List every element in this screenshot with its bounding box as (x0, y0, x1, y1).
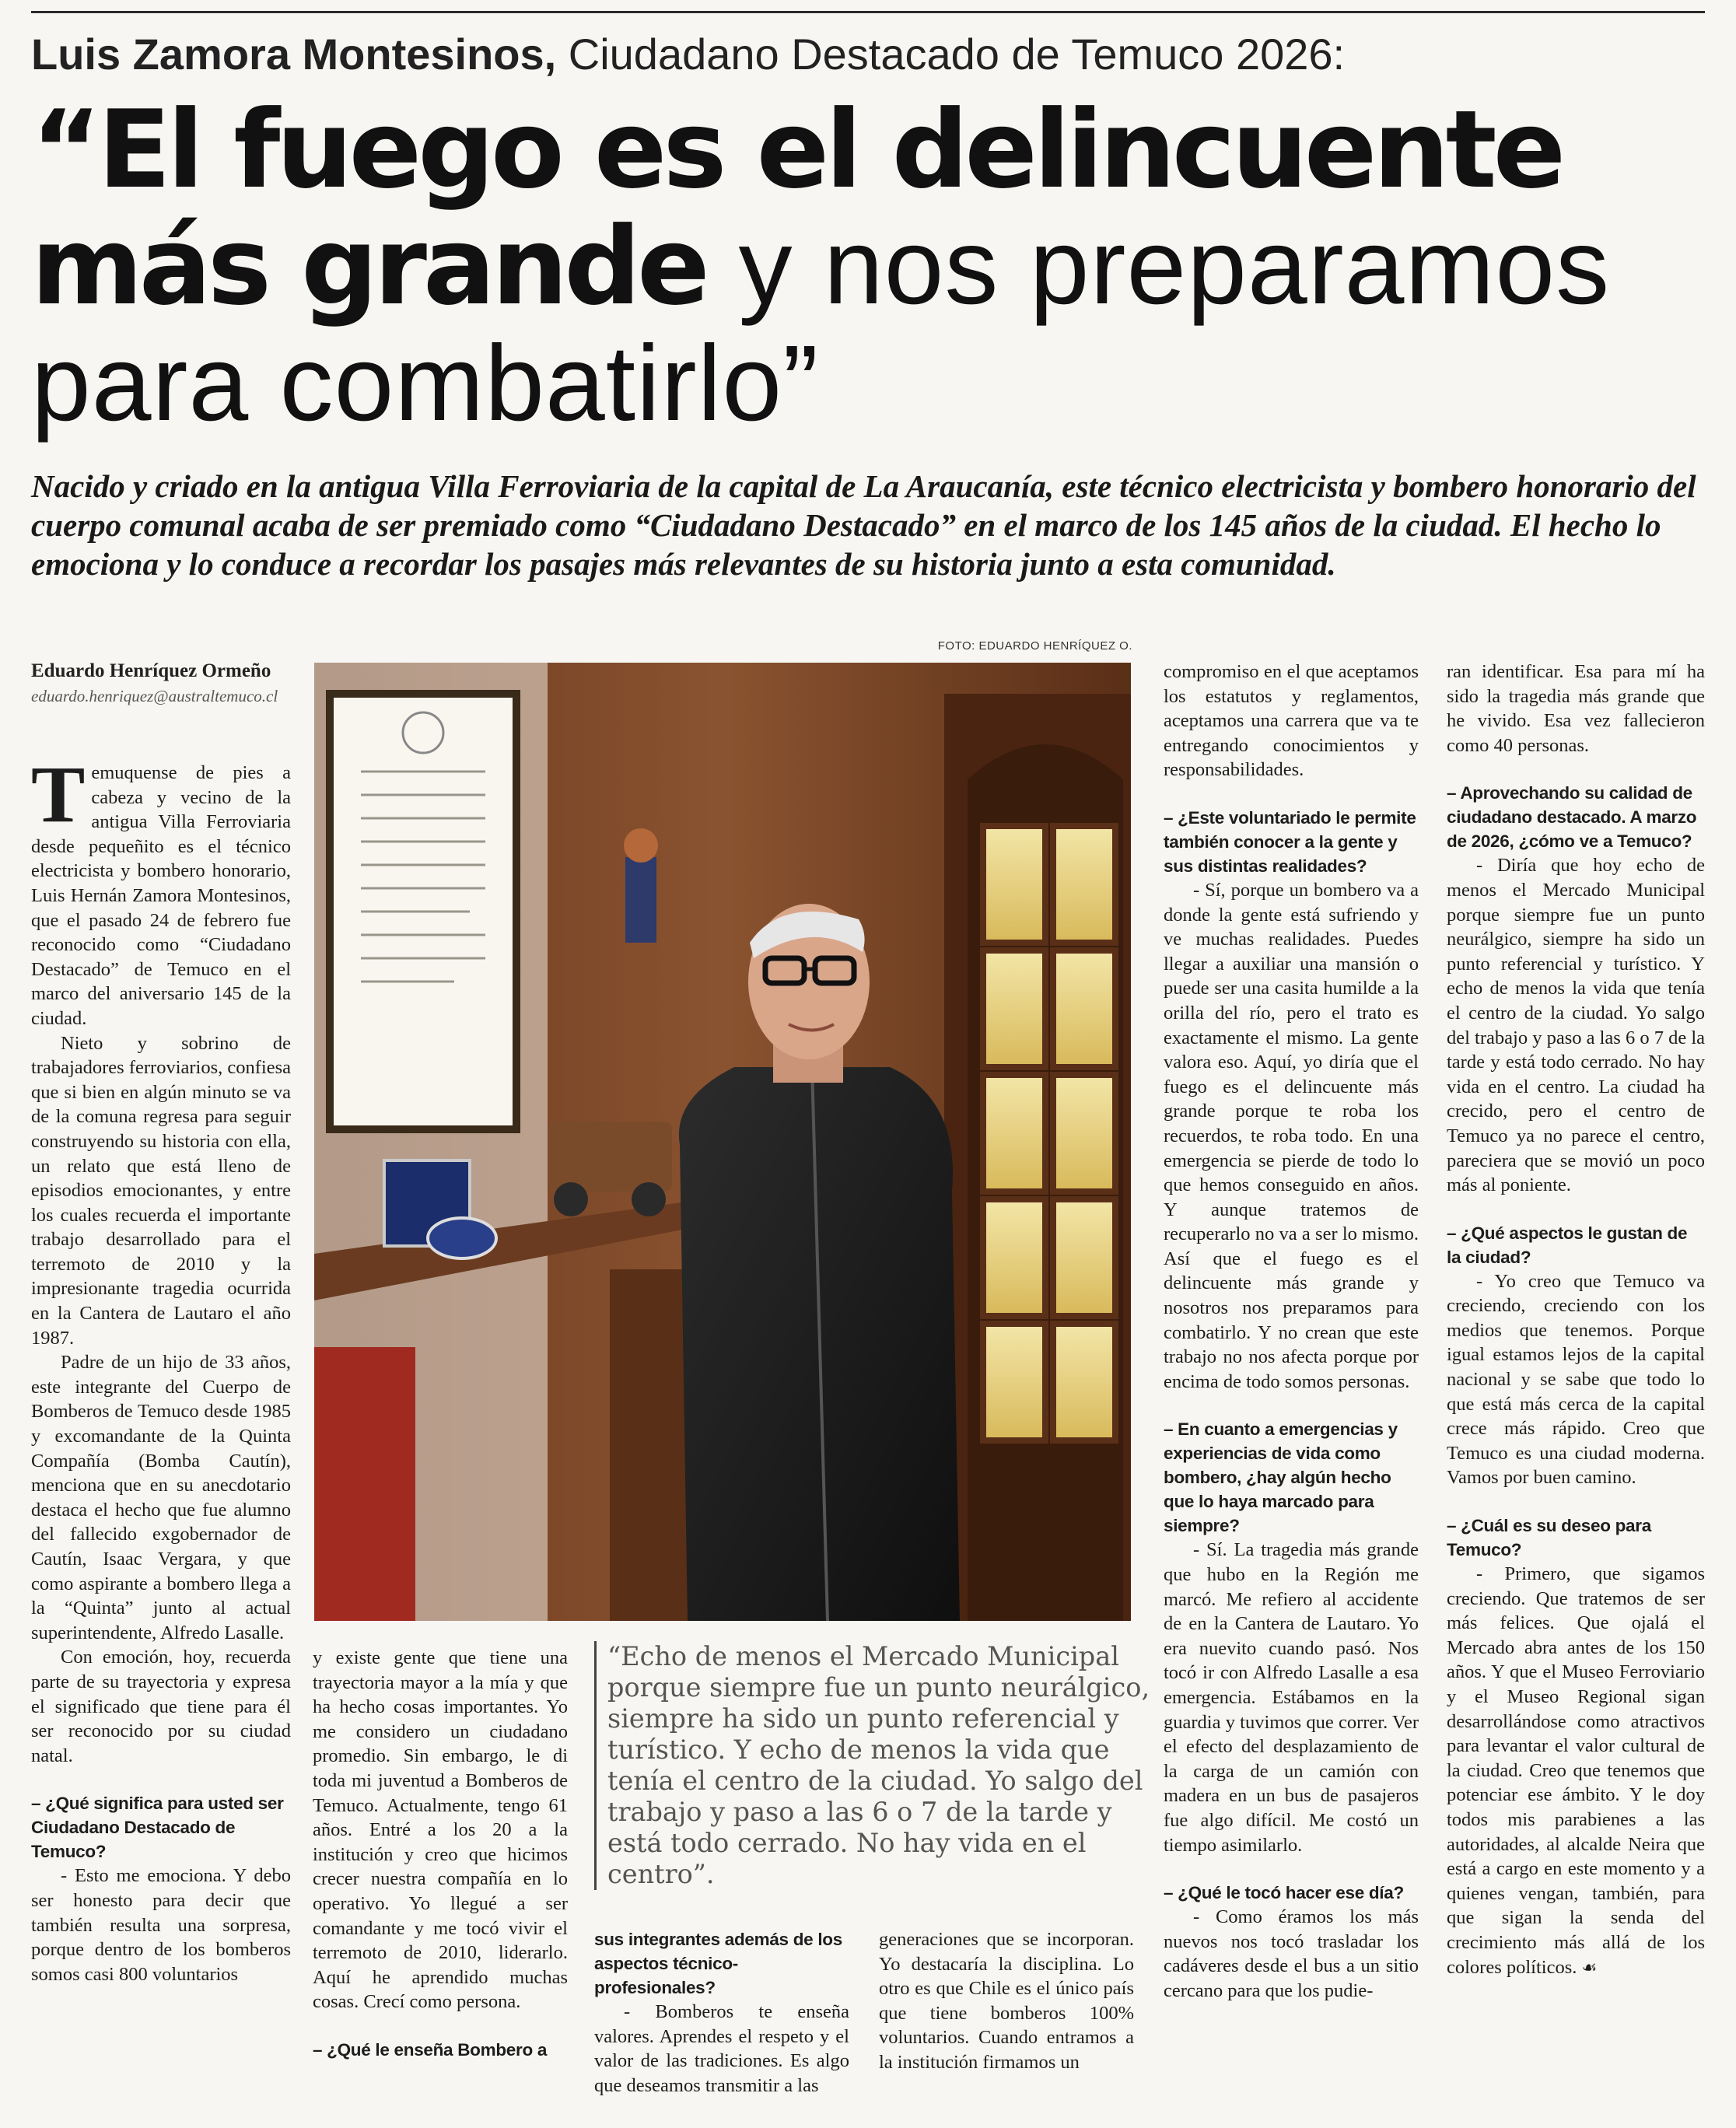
end-mark-icon: ☙ (1581, 1958, 1598, 1978)
column-1 (31, 750, 291, 1986)
paragraph: generaciones que se incorporan. Yo destacaría la disciplina. Lo otro es que Chile es el único país que tiene bomberos 100% voluntarios. Cuando entramos a la institución firmamos un (879, 1929, 1134, 2073)
paragraph (31, 750, 291, 1031)
column-6 (1447, 660, 1705, 1980)
article-photo (314, 663, 1131, 1621)
photo-credit: FOTO: EDUARDO HENRÍQUEZ O. (937, 639, 1132, 653)
interview-question: – ¿Qué le enseña Bombero a (313, 2039, 548, 2060)
kicker-title: Ciudadano Destacado de Temuco 2026: (568, 30, 1346, 79)
interview-answer: - Bomberos te enseña valores. Aprendes el respeto y el valor de las tradiciones. Es algo que deseamos transmitir a las (594, 2001, 849, 2096)
lede: Nacido y criado en la antigua Villa Ferroviaria de la capital de La Araucanía, este técnico electricista y bombero honorario del cuerpo comunal acaba de ser premiado como “Ciudadano Destacado” en el marco de los 145 años de la ciudad. El hecho lo emociona y lo conduce a recordar los pasajes más relevantes de su historia junto a esta comunidad. (31, 468, 1696, 582)
drop-cap: T (31, 750, 86, 839)
interview-question: – En cuanto a emergencias y experiencias de vida como bombero, ¿hay algún hecho que lo haya marcado para siempre? (1164, 1419, 1398, 1536)
paragraph: Con emoción, hoy, recuerda parte de su trayectoria y expresa el significado que tiene para él ser reconocido por su ciudad natal. (31, 1647, 291, 1766)
interview-question: – ¿Cuál es su deseo para Temuco? (1447, 1516, 1651, 1560)
headline (31, 87, 1703, 443)
paragraph: Nieto y sobrino de trabajadores ferroviarios, confiesa que si bien en algún minuto se va de la comuna regresa para seguir construyendo su historia con ella, un relato que está lleno de episodios emocionantes, y entre los cuales recuerda el importante trabajo desarrollado para el terremoto de 2010 y la impresionante tragedia ocurrida en la Cantera de Lautaro el año 1987. (31, 1032, 291, 1349)
interview-question: – ¿Qué aspectos le gustan de la ciudad? (1447, 1223, 1688, 1267)
answer-text: - Primero, que sigamos creciendo. Que tratemos de ser más felices. Que ojalá el Mercado abra antes de los 150 años. Y que el Museo Ferroviario y el Museo Regional sigan desarrollándose como atractivos para levantar el valor cultural de la ciudad. Creo que tenemos que potenciar ese ámbito. Y le doy todos mis parabienes a las autoridades, al alcalde Neira que está a cargo en este momento y a quienes vengan, también, para que sigan la senda del crecimiento más allá de los colores políticos. (1447, 1563, 1705, 1978)
byline (31, 658, 311, 708)
interview-question: – ¿Este voluntariado le permite también conocer a la gente y sus distintas realidades? (1164, 807, 1416, 876)
column-2 (313, 1646, 568, 2062)
interview-question: – ¿Qué le tocó hacer ese día? (1164, 1883, 1404, 1903)
interview-question: sus integrantes además de los aspectos técnico-profesionales? (594, 1930, 842, 1997)
headline-line-2-light: y nos preparamos (738, 207, 1611, 327)
headline-line-3: para combatirlo” (31, 324, 820, 443)
interview-answer: - Diría que hoy echo de menos el Mercado Municipal porque siempre fue un punto neurálgico, siempre ha sido un punto referencial y turístico. Y echo de menos la vida que tenía el centro de la ciudad. Yo salgo del trabajo y paso a las 6 o 7 de la tarde y está todo cerrado. No hay vida en el centro. La ciudad ha crecido, pero el centro de Temuco ya no parece el centro, pareciera que se movió un poco más al poniente. (1447, 855, 1706, 1196)
column-5 (1164, 660, 1419, 2004)
headline-line-2 (31, 204, 1703, 329)
kicker-name: Luis Zamora Montesinos, (31, 30, 557, 79)
interview-answer: - Yo creo que Temuco va creciendo, creciendo con los medios que tenemos. Porque igual estamos lejos de la capital nacional y se sabe que todo lo que está más cerca de la capital crece más rápido. Creo que Temuco es una ciudad moderna. Vamos por buen camino. (1447, 1270, 1705, 1489)
interview-answer: - Sí, porque un bombero va a donde la gente está sufriendo y ve muchas realidades. Puedes llegar a auxiliar una mansión o puede ser una casita humilde a la orilla del río, pero el trato es exactamente el mismo. La gente valora eso. Aquí, yo diría que el fuego es el delincuente más grande porque te roba los recuerdos, te roba todo. En una emergencia se pierde de todo lo que hemos conseguido en años. Y aunque tratemos de recuperarlo no va a ser lo mismo. Así que el fuego es el delincuente más grande y nosotros nos preparamos para combatirlo. Y no crean que este trabajo no nos afecta porque por encima de todo somos personas. (1164, 879, 1419, 1392)
column-4 (879, 1927, 1134, 2075)
interview-question: – ¿Qué significa para usted ser Ciudadano Destacado de Temuco? (31, 1794, 284, 1862)
headline-line-1: “El fuego es el delincuente (31, 87, 1563, 212)
interview-question: – Aprovechando su calidad de ciudadano destacado. A marzo de 2026, ¿cómo ve a Temuco? (1447, 783, 1697, 852)
top-rule (31, 11, 1705, 13)
byline-email[interactable]: eduardo.henriquez@australtemuco.cl (31, 687, 278, 705)
byline-name: Eduardo Henríquez Ormeño (31, 660, 271, 681)
paragraph: ran identificar. Esa para mí ha sido la tragedia más grande que he vivido. Esa vez fallecieron como 40 personas. (1447, 661, 1705, 756)
photo-illustration (314, 663, 1131, 1621)
paragraph-text: emuquense de pies a cabeza y vecino de la antigua Villa Ferroviaria desde pequeñito es el técnico electricista y bombero honorario, Luis Hernán Zamora Montesinos, que el pasado 24 de febrero fue reconocido como “Ciudadano Destacado” de Temuco en el marco del aniversario 145 de la ciudad. (31, 762, 291, 1029)
kicker (31, 30, 1345, 79)
column-3 (594, 1927, 849, 2098)
paragraph: Padre de un hijo de 33 años, este integrante del Cuerpo de Bomberos de Temuco desde 1985 y excomandante de la Quinta Compañía (Bomba Cautín), menciona que en su anecdotario destaca el hecho que fue alumno del fallecido exgobernador de Cautín, Isaac Vergara, y que como aspirante a bombero llega a la “Quinta” junto al actual superintendente, Alfredo Lasalle. (31, 1352, 291, 1643)
interview-answer: - Como éramos los más nuevos nos tocó trasladar los cadáveres desde el bus a un sitio cercano para que los pudie- (1164, 1906, 1419, 2001)
paragraph: y existe gente que tiene una trayectoria mayor a la mía y que ha hecho cosas importantes. Yo me considero un ciudadano promedio. Sin embargo, le di toda mi juventud a Bomberos de Temuco. Actualmente, tengo 61 años. Entré a los 20 a la institución y creo que hicimos crecer nuestra compañía en lo operativo. Yo llegué a ser comandante y me tocó vivir el terremoto de 2010, liderarlo. Aquí he aprendido muchas cosas. Crecí como persona. (313, 1647, 568, 2013)
paragraph: compromiso en el que aceptamos los estatutos y reglamentos, aceptamos una carrera que va te entregando conocimientos y responsabilidades. (1164, 661, 1419, 781)
interview-answer: - Esto me emociona. Y debo ser honesto para decir que también resulta una sorpresa, porque dentro de los bomberos somos casi 800 voluntarios (31, 1865, 291, 1985)
interview-answer (1447, 1562, 1705, 1980)
headline-line-2-bold: más grande (31, 204, 706, 329)
interview-answer: - Sí. La tragedia más grande que hubo en la Región me marcó. Me refiero al accidente de en la Cantera de Lautaro. Yo era nuevito cuando pasó. Nos tocó ir con Alfredo Lasalle a esa emergencia. Estábamos en la guardia y tuvimos que correr. Ver el efecto del desplazamiento de la carga de un camión con madera en un bus de pasajeros fue algo difícil. Me costó un tiempo asimilarlo. (1164, 1539, 1419, 1856)
pull-quote: “Echo de menos el Mercado Municipal porque siempre fue un punto neurálgico, siempre ha sido un punto referencial y turístico. Y echo de menos la vida que tenía el centro de la ciudad. Yo salgo del trabajo y paso a las 6 o 7 de la tarde y está todo cerrado. No hay vida en el centro”. (594, 1641, 1152, 1890)
